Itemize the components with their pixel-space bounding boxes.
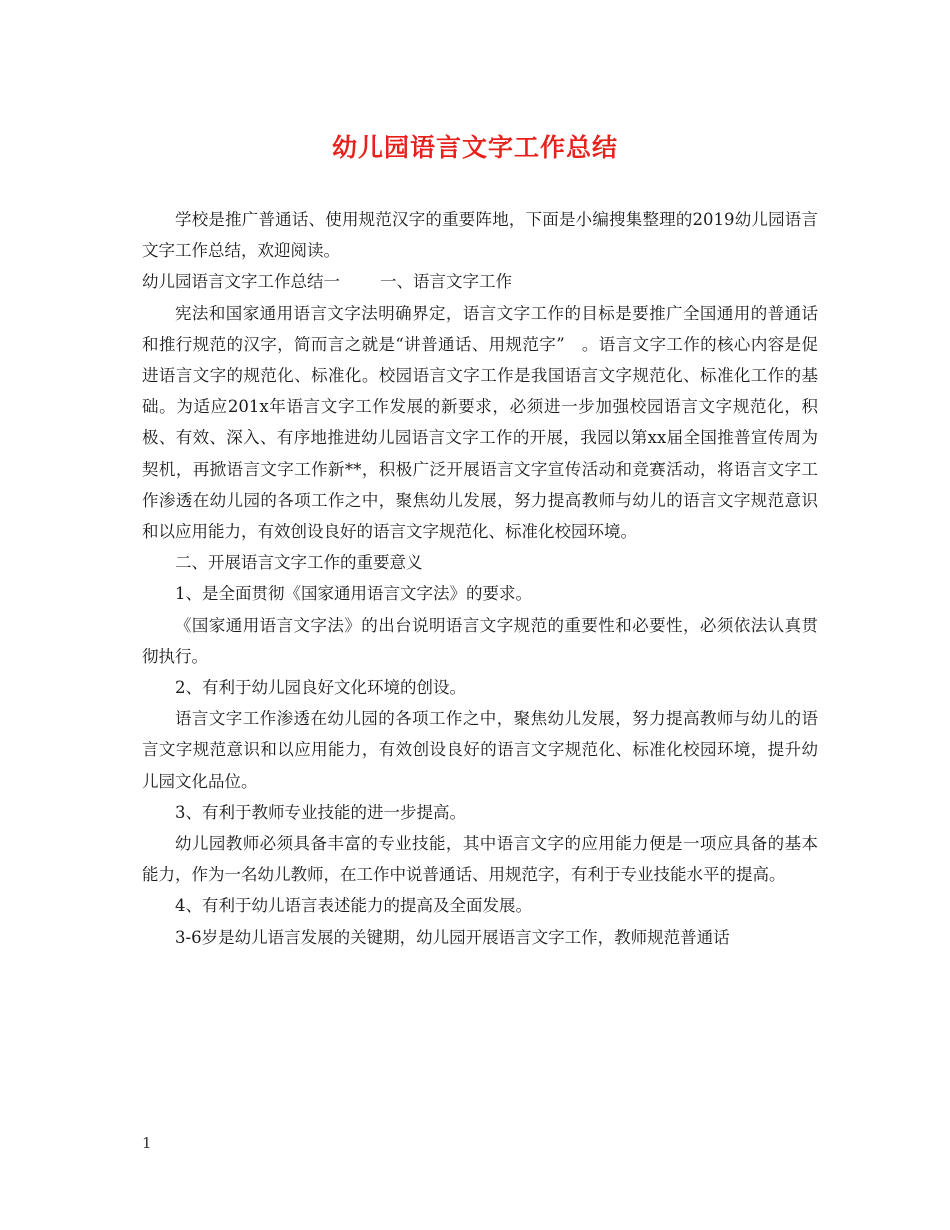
body-paragraph: 3-6岁是幼儿语言发展的关键期，幼儿园开展语言文字工作，教师规范普通话 [175, 927, 730, 947]
list-item-heading: 4、有利于幼儿语言表述能力的提高及全面发展。 [175, 896, 532, 916]
subsection-heading: 二、开展语言文字工作的重要意义 [175, 553, 423, 573]
section-heading-subtitle: 一、语言文字工作 [380, 272, 512, 292]
list-item-heading: 3、有利于教师专业技能的进一步提高。 [175, 802, 466, 822]
list-item-heading: 1、是全面贯彻《国家通用语言文字法》的要求。 [175, 584, 532, 604]
body-paragraph: 幼儿园教师必须具备丰富的专业技能，其中语言文字的应用能力便是一项应具备的基本能力，作为一名幼儿教师，在工作中说普通话、用规范字，有利于专业技能水平的提高。 [142, 834, 818, 885]
list-item-heading: 2、有利于幼儿园良好文化环境的创设。 [175, 678, 466, 698]
body-paragraph: 《国家通用语言文字法》的出台说明语言文字规范的重要性和必要性，必须依法认真贯彻执行。 [142, 615, 818, 666]
section-heading-title: 幼儿园语言文字工作总结一 [142, 272, 340, 292]
page-number: 1 [142, 1134, 152, 1152]
body-paragraph: 宪法和国家通用语言文字法明确界定，语言文字工作的目标是要推广全国通用的普通话和推行规范的汉字，简而言之就是“讲普通话、用规范字” 。语言文字工作的核心内容是促进语言文字的规范化、标准化。校园语言文字工作是我国语言文字规范化、标准化工作的基础。为适应201x年语言文字工作发展的新要求，必须进一步加强校园语言文字规范化，积极、有效、深入、有序地推进幼儿园语言文字工作的开展，我园以第xx届全国推普宣传周为契机，再掀语言文字工作新**，积极广泛开展语言文字宣传活动和竞赛活动，将语言文字工作渗透在幼儿园的各项工作之中，聚焦幼儿发展，努力提高教师与幼儿的语言文字规范意识和以应用能力，有效创设良好的语言文字规范化、标准化校园环境。 [142, 303, 818, 542]
document-title: 幼儿园语言文字工作总结 [331, 133, 618, 162]
body-paragraph: 语言文字工作渗透在幼儿园的各项工作之中，聚焦幼儿发展，努力提高教师与幼儿的语言文字规范意识和以应用能力，有效创设良好的语言文字规范化、标准化校园环境，提升幼儿园文化品位。 [142, 709, 818, 791]
intro-paragraph: 学校是推广普通话、使用规范汉字的重要阵地，下面是小编搜集整理的2019幼儿园语言文字工作总结，欢迎阅读。 [142, 210, 818, 261]
section-heading [142, 266, 818, 297]
document-body [142, 204, 818, 953]
